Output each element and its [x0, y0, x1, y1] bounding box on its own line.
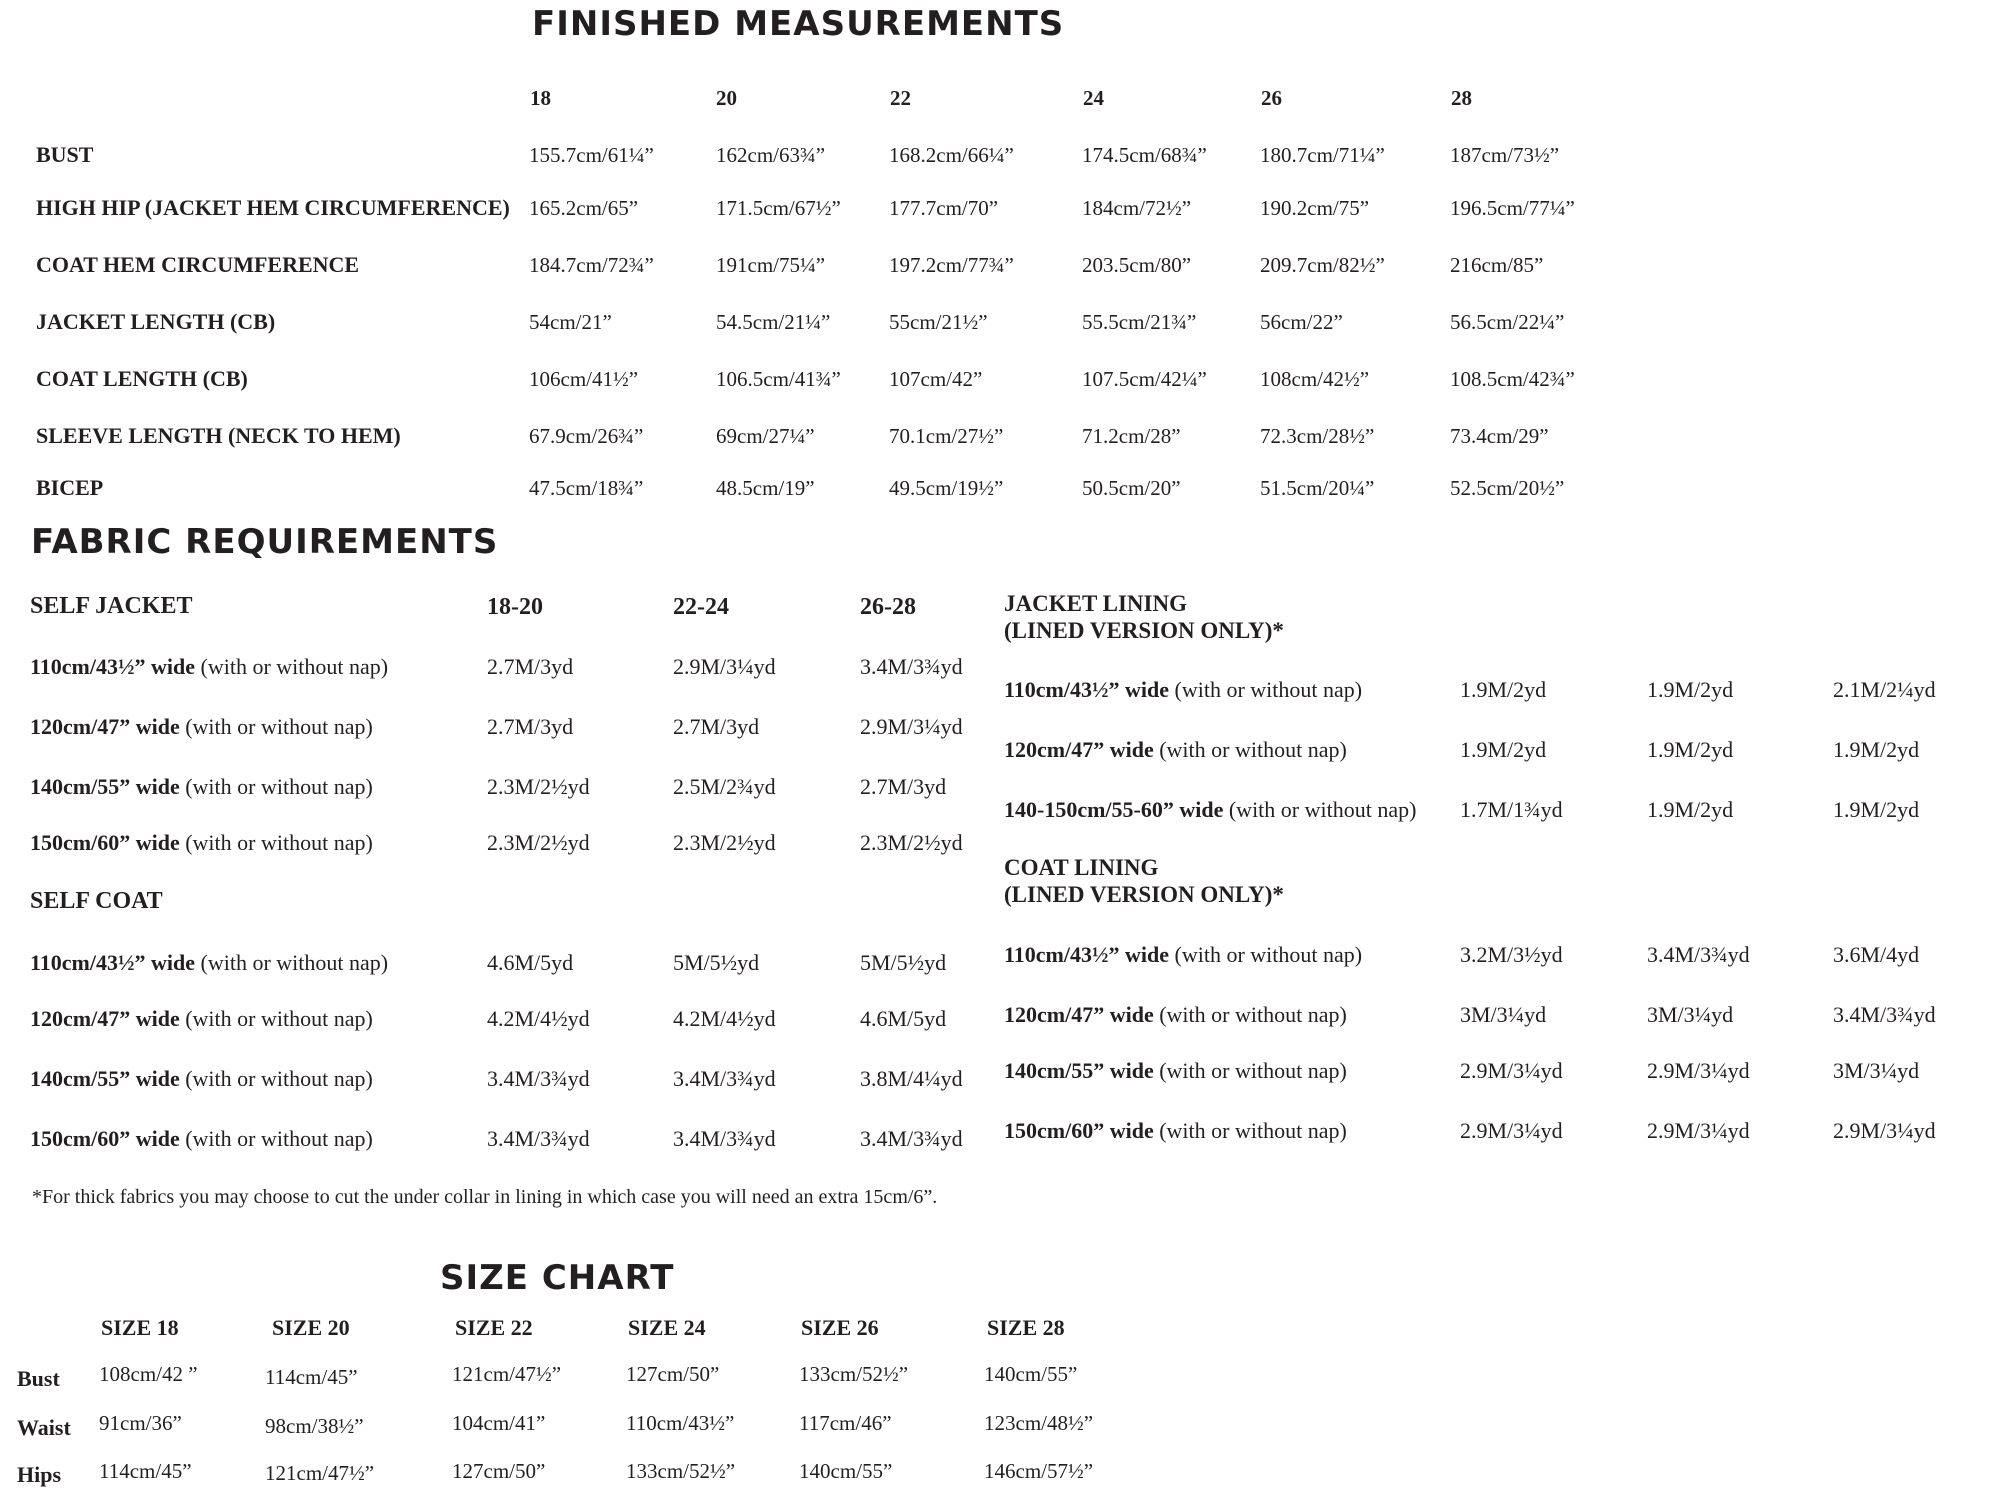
coat-lining-title	[1004, 854, 1284, 908]
fabric-width-label	[1004, 1058, 1347, 1084]
table-cell: 3.4M/3¾yd	[1833, 1002, 1936, 1027]
table-cell: 3.4M/3¾yd	[487, 1066, 590, 1091]
table-cell: 5M/5½yd	[673, 950, 760, 975]
row-label: JACKET LENGTH (CB)	[36, 309, 276, 334]
table-cell: 2.9M/3¼yd	[1647, 1058, 1750, 1083]
table-cell: 2.9M/3¼yd	[673, 654, 776, 679]
fabric-width-label	[1004, 942, 1362, 968]
table-cell: 209.7cm/82½”	[1260, 253, 1385, 277]
table-cell: 3.4M/3¾yd	[673, 1066, 776, 1091]
table-cell: 187cm/73½”	[1450, 143, 1560, 167]
size-header: SIZE 24	[628, 1315, 706, 1340]
table-cell: 2.7M/3yd	[673, 714, 760, 739]
table-cell: 184.7cm/72¾”	[529, 253, 654, 277]
table-cell: 2.5M/2¾yd	[673, 774, 776, 799]
size-range-header: 26-28	[860, 594, 916, 620]
fabric-width: 140-150cm/55-60” wide	[1004, 797, 1224, 822]
nap-note: (with or without nap)	[1228, 797, 1417, 822]
nap-note: (with or without nap)	[1159, 737, 1347, 762]
table-cell: 73.4cm/29”	[1450, 424, 1549, 448]
size-range-header: 22-24	[673, 594, 729, 620]
table-cell: 69cm/27¼”	[716, 424, 815, 448]
table-cell: 108cm/42½”	[1260, 367, 1370, 391]
table-cell: 54cm/21”	[529, 310, 612, 334]
nap-note: (with or without nap)	[1159, 1002, 1347, 1027]
size-header: 18	[530, 86, 551, 110]
table-cell: 106cm/41½”	[529, 367, 639, 391]
table-cell: 2.9M/3¼yd	[860, 714, 963, 739]
table-cell: 56.5cm/22¼”	[1450, 310, 1565, 334]
table-cell: 71.2cm/28”	[1082, 424, 1181, 448]
nap-note: (with or without nap)	[185, 1006, 373, 1031]
table-cell: 3M/3¼yd	[1833, 1058, 1920, 1083]
table-cell: 1.9M/2yd	[1833, 797, 1920, 822]
nap-note: (with or without nap)	[1174, 677, 1363, 702]
finished-measurements-title: FINISHED MEASUREMENTS	[532, 4, 1065, 44]
table-cell: 121cm/47½”	[265, 1461, 375, 1485]
lining-footnote: *For thick fabrics you may choose to cut the under collar in lining in which case you will need an extra 15cm/6”.	[32, 1186, 938, 1208]
fabric-width-label	[1004, 797, 1416, 823]
table-cell: 52.5cm/20½”	[1450, 476, 1565, 500]
table-cell: 2.9M/3¼yd	[1647, 1118, 1750, 1143]
jacket-lining-title-line2: (LINED VERSION ONLY)*	[1004, 618, 1284, 643]
table-cell: 197.2cm/77¾”	[889, 253, 1014, 277]
size-header: 26	[1261, 86, 1282, 110]
row-label: HIGH HIP (JACKET HEM CIRCUMFERENCE)	[36, 195, 510, 220]
table-cell: 1.9M/2yd	[1647, 797, 1734, 822]
table-cell: 117cm/46”	[799, 1411, 892, 1435]
fabric-width-label	[30, 774, 373, 800]
table-cell: 203.5cm/80”	[1082, 253, 1192, 277]
table-cell: 127cm/50”	[452, 1459, 546, 1483]
fabric-width: 110cm/43½” wide	[30, 654, 195, 679]
table-cell: 4.2M/4½yd	[487, 1006, 590, 1031]
size-header: 24	[1083, 86, 1104, 110]
table-cell: 56cm/22”	[1260, 310, 1343, 334]
fabric-width: 150cm/60” wide	[1004, 1118, 1154, 1143]
table-cell: 70.1cm/27½”	[889, 424, 1004, 448]
table-cell: 196.5cm/77¼”	[1450, 196, 1575, 220]
fabric-width: 110cm/43½” wide	[1004, 677, 1169, 702]
fabric-width: 140cm/55” wide	[30, 774, 180, 799]
table-cell: 177.7cm/70”	[889, 196, 999, 220]
row-label: SLEEVE LENGTH (NECK TO HEM)	[36, 423, 401, 448]
table-cell: 98cm/38½”	[265, 1414, 364, 1438]
size-chart-title: SIZE CHART	[440, 1258, 675, 1298]
table-cell: 91cm/36”	[99, 1411, 182, 1435]
fabric-width: 150cm/60” wide	[30, 830, 180, 855]
table-cell: 3.4M/3¾yd	[860, 654, 963, 679]
fabric-width-label	[1004, 1002, 1347, 1028]
self-jacket-title: SELF JACKET	[30, 593, 193, 619]
table-cell: 146cm/57½”	[984, 1459, 1094, 1483]
table-cell: 162cm/63¾”	[716, 143, 826, 167]
fabric-width: 140cm/55” wide	[30, 1066, 180, 1091]
table-cell: 171.5cm/67½”	[716, 196, 841, 220]
table-cell: 190.2cm/75”	[1260, 196, 1370, 220]
fabric-width: 120cm/47” wide	[1004, 737, 1154, 762]
table-cell: 180.7cm/71¼”	[1260, 143, 1385, 167]
table-cell: 5M/5½yd	[860, 950, 947, 975]
table-cell: 2.3M/2½yd	[673, 830, 776, 855]
fabric-requirements-title: FABRIC REQUIREMENTS	[31, 522, 499, 562]
table-cell: 123cm/48½”	[984, 1411, 1094, 1435]
table-cell: 108cm/42 ”	[99, 1362, 198, 1386]
table-cell: 174.5cm/68¾”	[1082, 143, 1207, 167]
size-range-header: 18-20	[487, 594, 543, 620]
fabric-width: 140cm/55” wide	[1004, 1058, 1154, 1083]
table-cell: 133cm/52½”	[626, 1459, 736, 1483]
fabric-width-label	[1004, 737, 1347, 763]
table-cell: 55cm/21½”	[889, 310, 988, 334]
table-cell: 1.7M/1¾yd	[1460, 797, 1563, 822]
fabric-width-label	[1004, 677, 1362, 703]
table-cell: 114cm/45”	[99, 1459, 192, 1483]
fabric-width: 120cm/47” wide	[30, 1006, 180, 1031]
row-label: Waist	[17, 1415, 71, 1440]
nap-note: (with or without nap)	[1174, 942, 1363, 967]
fabric-width: 120cm/47” wide	[30, 714, 180, 739]
table-cell: 133cm/52½”	[799, 1362, 909, 1386]
row-label: COAT LENGTH (CB)	[36, 366, 248, 391]
fabric-width-label	[1004, 1118, 1347, 1144]
table-cell: 127cm/50”	[626, 1362, 720, 1386]
table-cell: 165.2cm/65”	[529, 196, 639, 220]
fabric-width: 110cm/43½” wide	[30, 950, 195, 975]
table-cell: 2.9M/3¼yd	[1460, 1118, 1563, 1143]
table-cell: 2.1M/2¼yd	[1833, 677, 1936, 702]
jacket-lining-title	[1004, 590, 1284, 644]
table-cell: 104cm/41”	[452, 1411, 546, 1435]
fabric-width: 150cm/60” wide	[30, 1126, 180, 1151]
self-coat-title: SELF COAT	[30, 888, 163, 914]
nap-note: (with or without nap)	[1159, 1058, 1347, 1083]
coat-lining-title-line2: (LINED VERSION ONLY)*	[1004, 882, 1284, 907]
table-cell: 216cm/85”	[1450, 253, 1544, 277]
nap-note: (with or without nap)	[200, 950, 389, 975]
table-cell: 3.6M/4yd	[1833, 942, 1920, 967]
table-cell: 4.2M/4½yd	[673, 1006, 776, 1031]
table-cell: 3.2M/3½yd	[1460, 942, 1563, 967]
table-cell: 2.3M/2½yd	[860, 830, 963, 855]
table-cell: 184cm/72½”	[1082, 196, 1192, 220]
row-label: Bust	[17, 1366, 60, 1391]
table-cell: 2.9M/3¼yd	[1460, 1058, 1563, 1083]
table-cell: 155.7cm/61¼”	[529, 143, 654, 167]
table-cell: 1.9M/2yd	[1460, 737, 1547, 762]
table-cell: 1.9M/2yd	[1460, 677, 1547, 702]
table-cell: 1.9M/2yd	[1647, 677, 1734, 702]
table-cell: 72.3cm/28½”	[1260, 424, 1375, 448]
size-header: 22	[890, 86, 911, 110]
row-label: COAT HEM CIRCUMFERENCE	[36, 252, 360, 277]
nap-note: (with or without nap)	[185, 774, 373, 799]
table-cell: 49.5cm/19½”	[889, 476, 1004, 500]
nap-note: (with or without nap)	[185, 714, 373, 739]
table-cell: 140cm/55”	[984, 1362, 1078, 1386]
fabric-width-label	[30, 1066, 373, 1092]
size-header: SIZE 28	[987, 1315, 1065, 1340]
fabric-width-label	[30, 714, 373, 740]
row-label: Hips	[17, 1462, 62, 1487]
table-cell: 55.5cm/21¾”	[1082, 310, 1197, 334]
size-header: SIZE 26	[801, 1315, 879, 1340]
table-cell: 3.4M/3¾yd	[673, 1126, 776, 1151]
table-cell: 3.4M/3¾yd	[860, 1126, 963, 1151]
fabric-width: 120cm/47” wide	[1004, 1002, 1154, 1027]
table-cell: 121cm/47½”	[452, 1362, 562, 1386]
table-cell: 1.9M/2yd	[1833, 737, 1920, 762]
table-cell: 3.4M/3¾yd	[487, 1126, 590, 1151]
table-cell: 2.7M/3yd	[487, 654, 574, 679]
nap-note: (with or without nap)	[185, 1126, 373, 1151]
table-cell: 114cm/45”	[265, 1365, 358, 1389]
table-cell: 47.5cm/18¾”	[529, 476, 644, 500]
table-cell: 54.5cm/21¼”	[716, 310, 831, 334]
table-cell: 2.7M/3yd	[860, 774, 947, 799]
table-cell: 140cm/55”	[799, 1459, 893, 1483]
table-cell: 2.7M/3yd	[487, 714, 574, 739]
fabric-width-label	[30, 654, 388, 680]
size-header: SIZE 22	[455, 1315, 533, 1340]
size-header: 28	[1451, 86, 1472, 110]
coat-lining-title-line1: COAT LINING	[1004, 855, 1159, 880]
table-cell: 3M/3¼yd	[1647, 1002, 1734, 1027]
size-header: SIZE 18	[101, 1315, 179, 1340]
table-cell: 3M/3¼yd	[1460, 1002, 1547, 1027]
table-cell: 51.5cm/20¼”	[1260, 476, 1375, 500]
table-cell: 191cm/75¼”	[716, 253, 826, 277]
table-cell: 2.3M/2½yd	[487, 774, 590, 799]
table-cell: 4.6M/5yd	[860, 1006, 947, 1031]
nap-note: (with or without nap)	[185, 830, 373, 855]
table-cell: 50.5cm/20”	[1082, 476, 1181, 500]
table-cell: 1.9M/2yd	[1647, 737, 1734, 762]
nap-note: (with or without nap)	[200, 654, 389, 679]
fabric-width-label	[30, 1006, 373, 1032]
jacket-lining-title-line1: JACKET LINING	[1004, 591, 1187, 616]
table-cell: 67.9cm/26¾”	[529, 424, 644, 448]
table-cell: 4.6M/5yd	[487, 950, 574, 975]
size-header: 20	[716, 86, 737, 110]
table-cell: 110cm/43½”	[626, 1411, 735, 1435]
table-cell: 107cm/42”	[889, 367, 983, 391]
fabric-width-label	[30, 950, 388, 976]
fabric-width: 110cm/43½” wide	[1004, 942, 1169, 967]
table-cell: 3.8M/4¼yd	[860, 1066, 963, 1091]
table-cell: 2.3M/2½yd	[487, 830, 590, 855]
size-header: SIZE 20	[272, 1315, 350, 1340]
table-cell: 107.5cm/42¼”	[1082, 367, 1207, 391]
table-cell: 3.4M/3¾yd	[1647, 942, 1750, 967]
table-cell: 106.5cm/41¾”	[716, 367, 841, 391]
fabric-width-label	[30, 830, 373, 856]
table-cell: 168.2cm/66¼”	[889, 143, 1014, 167]
table-cell: 48.5cm/19”	[716, 476, 815, 500]
row-label: BICEP	[36, 475, 104, 500]
nap-note: (with or without nap)	[1159, 1118, 1347, 1143]
table-cell: 108.5cm/42¾”	[1450, 367, 1575, 391]
fabric-width-label	[30, 1126, 373, 1152]
nap-note: (with or without nap)	[185, 1066, 373, 1091]
row-label: BUST	[36, 142, 94, 167]
table-cell: 2.9M/3¼yd	[1833, 1118, 1936, 1143]
